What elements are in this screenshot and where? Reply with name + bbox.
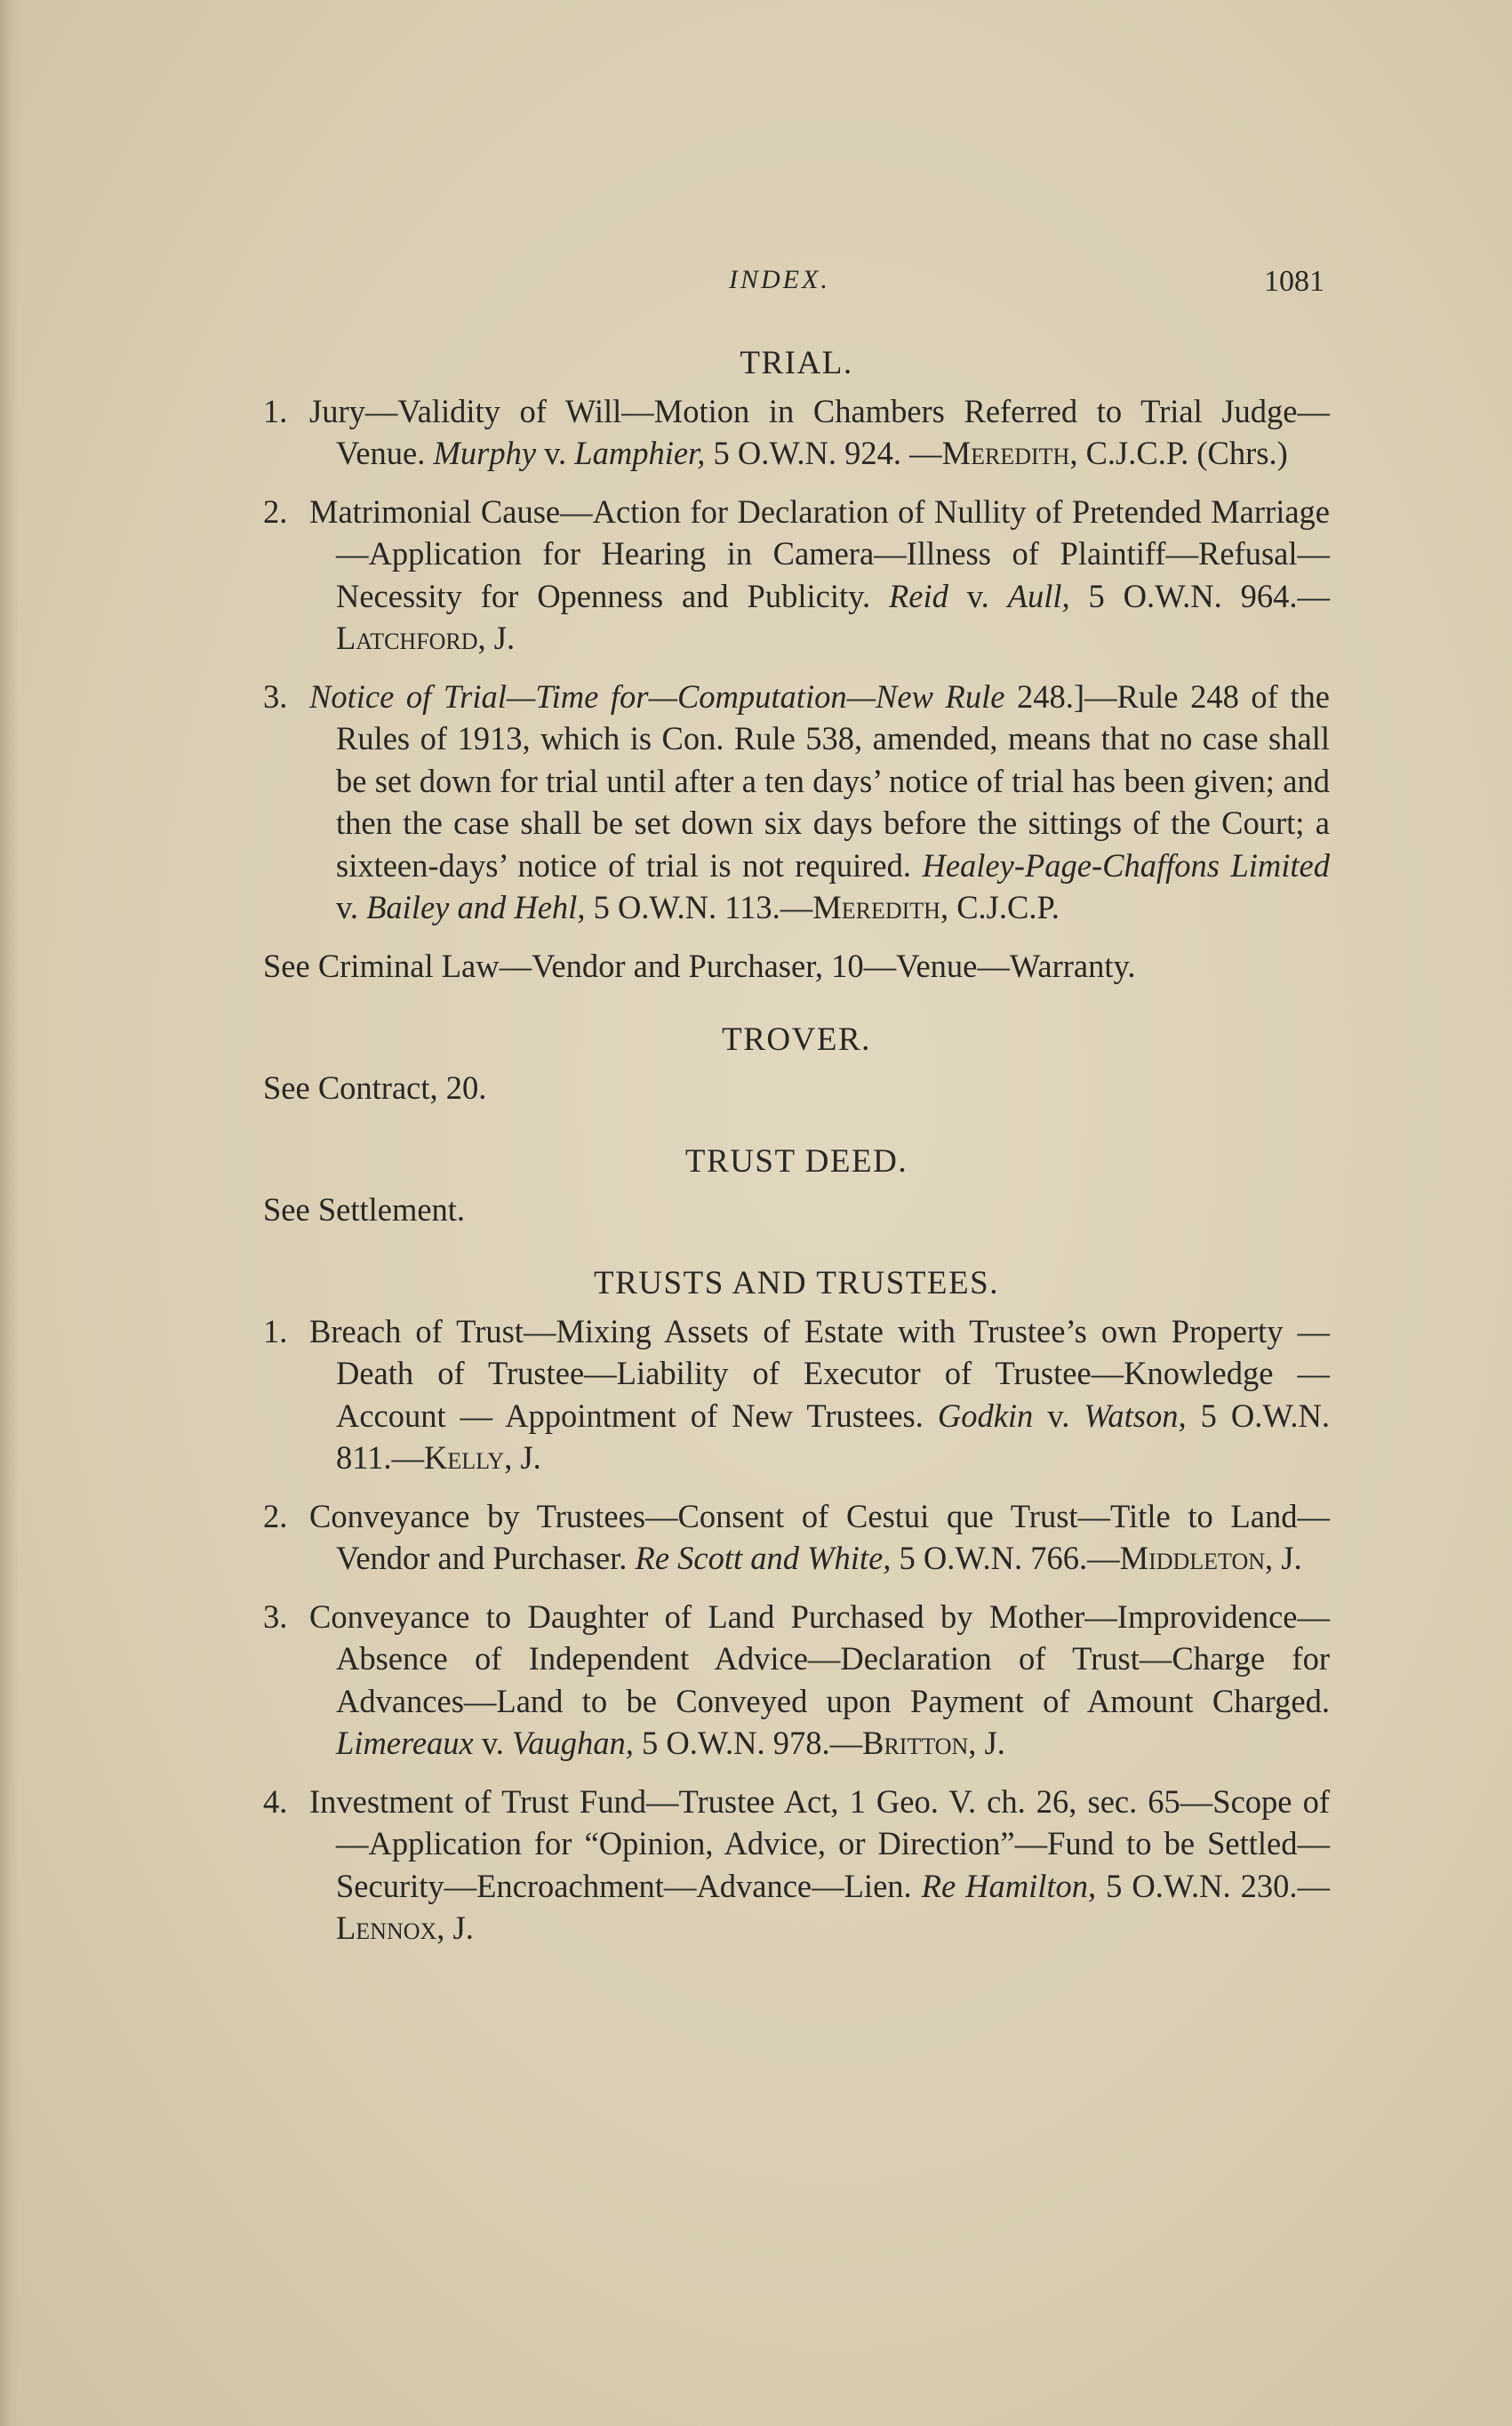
trial-see-also: See Criminal Law—Vendor and Purchaser, 10—Venue—Warranty. bbox=[263, 947, 1136, 984]
judge-suffix: J. bbox=[1281, 1540, 1302, 1576]
citation: 5 O.W.N. 978.— bbox=[642, 1725, 863, 1761]
judge-suffix: J. bbox=[520, 1439, 541, 1476]
running-title: INDEX. bbox=[729, 265, 830, 294]
citation: 5 O.W.N. 964.— bbox=[1088, 577, 1331, 614]
entry-number: 4. bbox=[263, 1782, 288, 1820]
judge-suffix: C.J.C.P. (Chrs.) bbox=[1085, 435, 1288, 471]
entry-number: 2. bbox=[263, 492, 288, 530]
entry-number: 2. bbox=[263, 1497, 288, 1534]
trusts-entry-4 bbox=[263, 1781, 1330, 1950]
judge-name: Kelly, bbox=[424, 1439, 513, 1476]
case-party-b: Lamphier, bbox=[574, 435, 706, 471]
entry-text: Conveyance to Daughter of Land Purchased by Mother—Improvidence—Absence of Independent Advice—Declaration of Trust—Charge for Advances—Land to be Conveyed upon Payment of Amount Charged. bbox=[309, 1597, 1330, 1719]
page-header bbox=[267, 265, 1324, 304]
entry-number: 1. bbox=[263, 1312, 288, 1349]
trusts-entry-1 bbox=[263, 1310, 1330, 1479]
judge-name: Meredith, bbox=[812, 889, 949, 925]
case-name: Re Hamilton, bbox=[921, 1867, 1097, 1904]
citation: 5 O.W.N. 811.— bbox=[336, 1397, 1331, 1476]
case-party-a: Healey-Page-Chaffons Limited bbox=[922, 846, 1330, 884]
trial-entry-1 bbox=[263, 390, 1330, 475]
citation: 5 O.W.N. 766.— bbox=[899, 1540, 1120, 1576]
judge-name: Britton, bbox=[862, 1725, 977, 1761]
case-party-b: Aull, bbox=[1007, 577, 1070, 614]
entry-text: Investment of Trust Fund—Trustee Act, 1 Geo. V. ch. 26, sec. 65—Scope of—Application for “Opinion, Advice, or Direction”—Fund to be Settled—Security—Encroachment—Advance—Lien. bbox=[309, 1782, 1330, 1904]
case-name: Re Scott and White, bbox=[635, 1540, 892, 1576]
case-versus: v. bbox=[481, 1725, 504, 1761]
judge-suffix: J. bbox=[452, 1910, 474, 1946]
case-versus: v. bbox=[1047, 1397, 1070, 1434]
page-binding-edge bbox=[0, 0, 20, 2426]
trial-entry-3 bbox=[263, 676, 1330, 929]
entry-number: 3. bbox=[263, 1597, 288, 1635]
entry-number: 1. bbox=[263, 392, 288, 429]
entry-number: 3. bbox=[263, 677, 288, 715]
judge-name: Lennox, bbox=[336, 1910, 445, 1946]
entry-text: Matrimonial Cause—Action for Declaration of Nullity of Pretended Marriage—Application for Hearing in Camera—Illness of Plaintiff—Refusal—Necessity for Openness and Publicity. bbox=[309, 492, 1330, 614]
judge-name: Latchford, bbox=[336, 620, 486, 656]
case-versus: v. bbox=[336, 889, 359, 925]
entry-text: Breach of Trust—Mixing Assets of Estate with Trustee’s own Property — Death of Trustee—Liability of Executor of Trustee—Knowledge — Account — Appointment of New Trustees. bbox=[309, 1312, 1330, 1434]
citation: 5 O.W.N. 924. — bbox=[713, 435, 942, 471]
case-party-b: Vaughan, bbox=[512, 1725, 634, 1761]
judge-suffix: J. bbox=[984, 1725, 1005, 1761]
index-content bbox=[263, 342, 1330, 1966]
section-heading-trusts: TRUSTS AND TRUSTEES. bbox=[594, 1265, 999, 1301]
judge-name: Meredith, bbox=[941, 435, 1078, 471]
entry-text-italic: Notice of Trial—Time for—Computation—New Rule bbox=[309, 677, 1005, 715]
entry-text: 248.]—Rule 248 of the Rules of 1913, which is Con. Rule 538, amended, means that no case shall be set down for trial until after a ten days’ notice of trial has been given; and then the case shall be set down six days before the sittings of the Court; a sixteen-days’ notice of trial is not required. bbox=[336, 677, 1331, 884]
case-party-a: Limereaux bbox=[336, 1725, 474, 1761]
trusts-entry-2 bbox=[263, 1495, 1330, 1580]
case-party-a: Murphy bbox=[433, 435, 537, 471]
case-party-b: Watson, bbox=[1084, 1397, 1187, 1434]
citation: 5 O.W.N. 113.— bbox=[593, 889, 813, 925]
entry-text: Jury—Validity of Will—Motion in Chambers Referred to Trial Judge—Venue. bbox=[309, 392, 1330, 471]
judge-name: Middleton, bbox=[1119, 1540, 1274, 1576]
case-party-b: Bailey and Hehl, bbox=[366, 889, 586, 925]
case-versus: v. bbox=[544, 435, 567, 471]
entry-text: Conveyance by Trustees—Consent of Cestui que Trust—Title to Land—Vendor and Purchaser. bbox=[309, 1497, 1330, 1576]
trial-entry-2 bbox=[263, 491, 1330, 660]
trover-see-also: See Contract, 20. bbox=[263, 1069, 487, 1106]
section-heading-trover: TROVER. bbox=[722, 1021, 871, 1058]
judge-suffix: J. bbox=[493, 620, 516, 656]
trusts-entry-3 bbox=[263, 1596, 1330, 1765]
citation: 5 O.W.N. 230.— bbox=[1106, 1867, 1330, 1904]
case-party-a: Godkin bbox=[937, 1397, 1034, 1434]
section-heading-trial: TRIAL. bbox=[740, 345, 853, 381]
page-number: 1081 bbox=[1264, 265, 1324, 298]
section-heading-trust-deed: TRUST DEED. bbox=[684, 1143, 908, 1180]
case-versus: v. bbox=[966, 577, 989, 614]
trust-deed-see-also: See Settlement. bbox=[263, 1190, 466, 1228]
judge-suffix: C.J.C.P. bbox=[956, 889, 1060, 925]
case-party-a: Reid bbox=[889, 577, 948, 614]
